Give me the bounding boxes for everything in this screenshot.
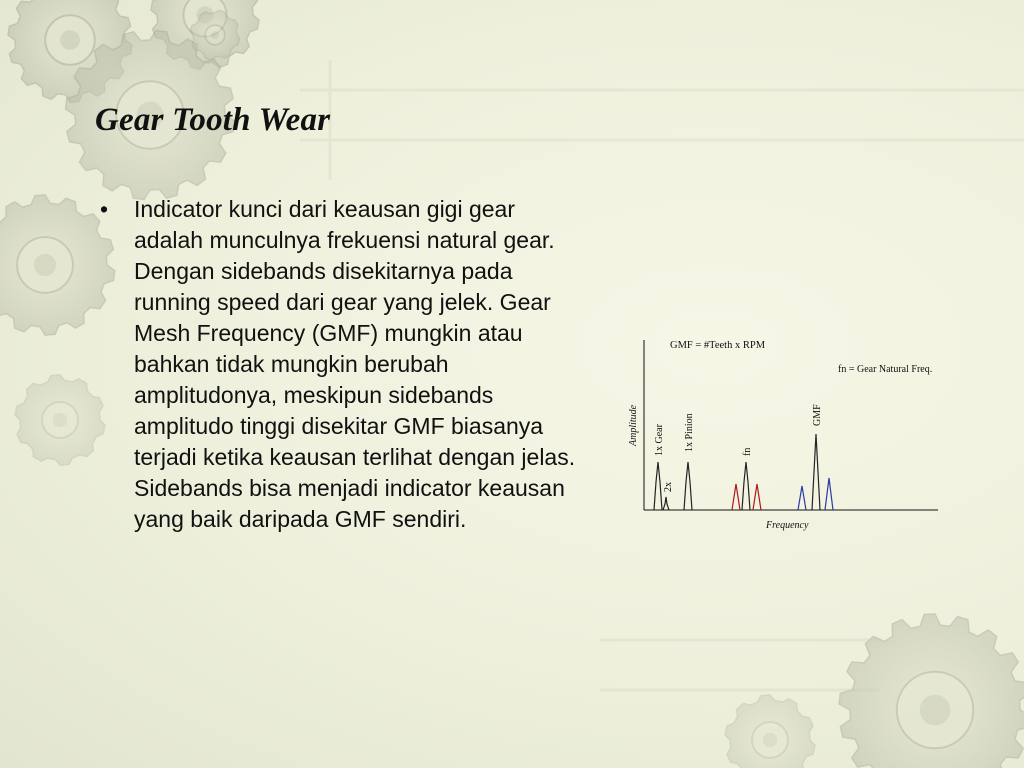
gmf-formula-label: GMF = #Teeth x RPM <box>670 340 766 351</box>
bullet-text: Indicator kunci dari keausan gigi gear adalah munculnya frekuensi natural gear. Dengan sidebands disekitarnya pada running speed dari gear yang jelek. Gear Mesh Frequency (GMF) mungkin atau bahkan tidak mungkin berubah amplitudonya, meskipun sidebands amplitudo tinggi disekitar GMF biasanya terjadi ketika keausan terlihat dengan jelas. Sidebands bisa menjadi indicator keausan yang baik daripada GMF sendiri. <box>134 196 576 532</box>
sideband-gmf-right <box>825 478 833 510</box>
x-axis-label: Frequency <box>766 520 809 531</box>
gear-icon <box>15 375 105 465</box>
peaks-group <box>654 434 833 510</box>
peak-fn <box>742 462 750 510</box>
gear-icon <box>0 195 115 335</box>
gear-2x-label: 2x <box>663 482 674 492</box>
gear-1x-label: 1x Gear <box>654 424 665 456</box>
pinion-1x-label: 1x Pinion <box>684 413 695 452</box>
sideband-fn-left <box>732 484 740 510</box>
fn-label: fn <box>742 447 753 456</box>
gear-icon <box>725 695 815 768</box>
peak-gear-2x <box>663 497 669 510</box>
gmf-label: GMF <box>812 404 823 426</box>
y-axis-label: Amplitude <box>628 404 639 446</box>
bullet-icon: • <box>100 196 109 222</box>
peak-gmf <box>812 434 820 510</box>
peak-pinion-1x <box>684 462 692 510</box>
peak-gear-1x <box>654 462 662 510</box>
slide-title: Gear Tooth Wear <box>95 102 331 138</box>
spectrum-diagram <box>620 332 950 537</box>
sideband-fn-right <box>753 484 761 510</box>
fn-formula-label: fn = Gear Natural Freq. <box>838 364 933 375</box>
sideband-gmf-left <box>798 486 806 510</box>
